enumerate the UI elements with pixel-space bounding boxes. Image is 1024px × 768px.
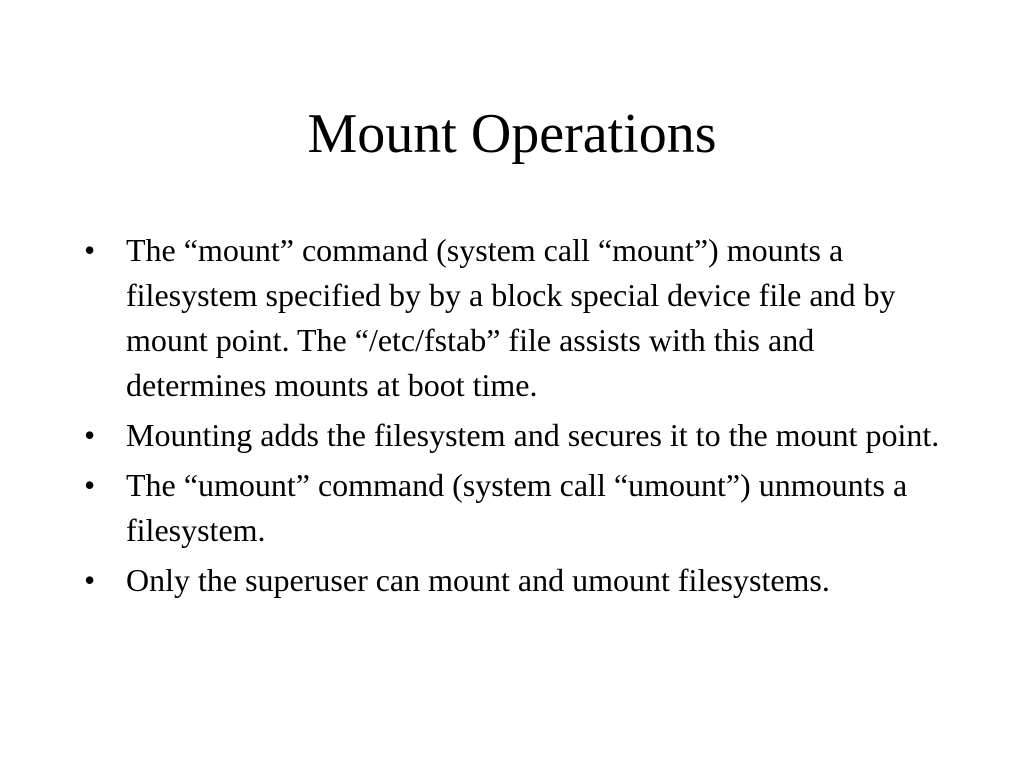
bullet-text: Only the superuser can mount and umount filesystems. xyxy=(126,562,830,598)
bullet-text: The “umount” command (system call “umount”) unmounts a filesystem. xyxy=(126,467,908,548)
bullet-list xyxy=(84,228,944,608)
bullet-text: The “mount” command (system call “mount”) mounts a filesystem specified by by a block special device file and by mount point. The “/etc/fstab” file assists with this and determines mounts at boot time. xyxy=(126,232,896,403)
bullet-item xyxy=(84,413,944,458)
bullet-icon: • xyxy=(84,232,96,268)
bullet-icon: • xyxy=(84,562,96,598)
bullet-icon: • xyxy=(84,467,96,503)
bullet-icon: • xyxy=(84,417,96,453)
slide-title: Mount Operations xyxy=(307,103,717,165)
bullet-item xyxy=(84,228,944,408)
bullet-item xyxy=(84,463,944,553)
bullet-text: Mounting adds the filesystem and secures it to the mount point. xyxy=(126,417,940,453)
bullet-item xyxy=(84,558,944,603)
